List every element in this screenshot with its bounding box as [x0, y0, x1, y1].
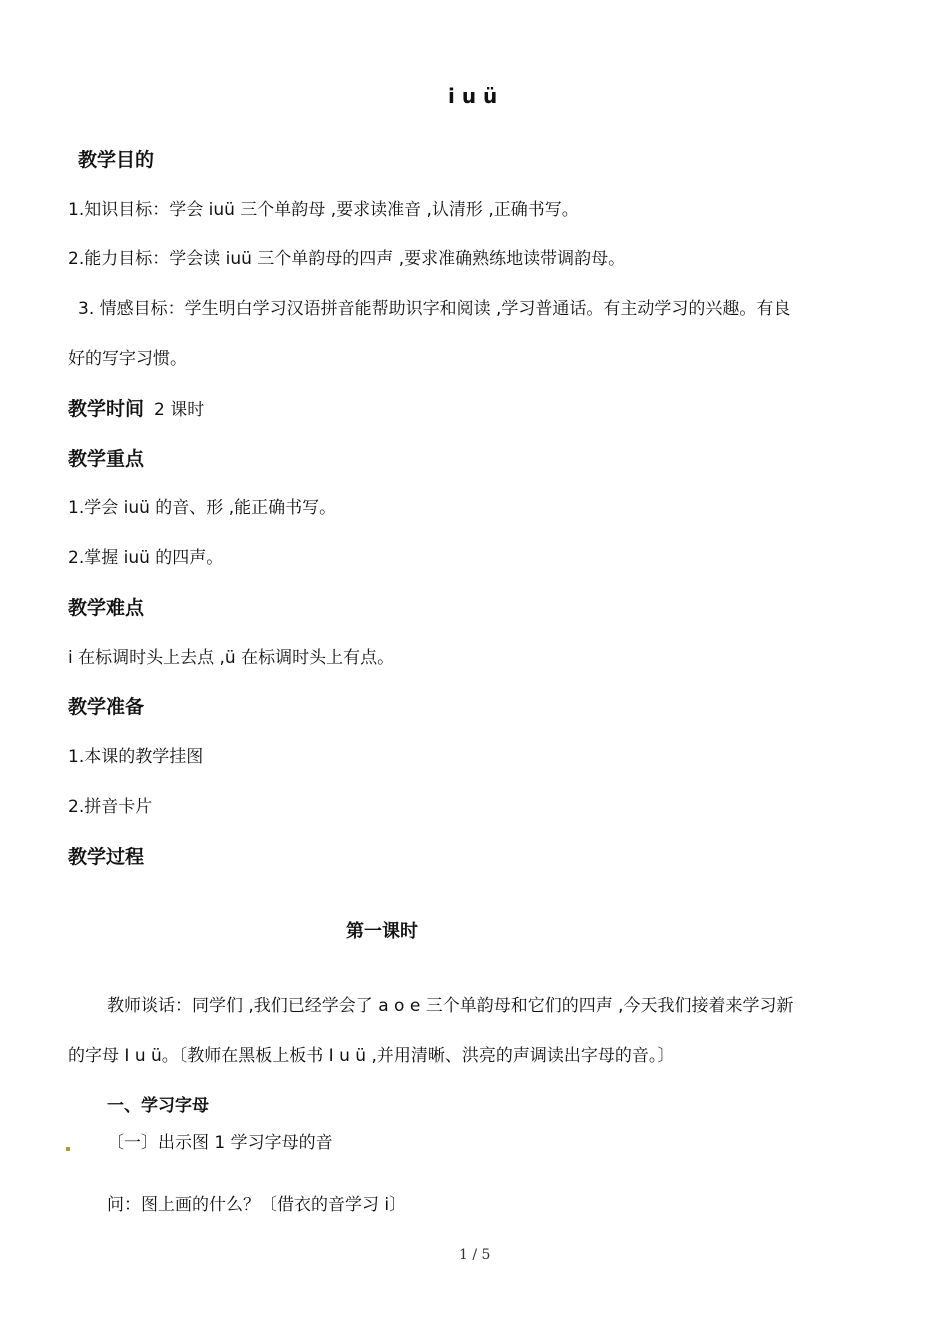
key-points-heading: 教学重点	[68, 448, 145, 470]
lesson-paragraph-line: 教师谈话：同学们 ,我们已经学会了 a o e 三个单韵母和它们的四声 ,今天我们接着来学习新	[107, 996, 794, 1016]
time-heading-label: 教学时间	[68, 398, 145, 420]
key-point-item: 2.掌握 iuü 的四声。	[68, 548, 224, 568]
page-number: 1 / 5	[459, 1247, 491, 1263]
time-value: 2 课时	[154, 400, 205, 420]
document-title: i u ü	[448, 84, 498, 108]
objectives-heading: 教学目的	[78, 149, 155, 171]
objective-item: 3. 情感目标：学生明白学习汉语拼音能帮助识字和阅读 ,学习普通话。有主动学习的兴趣。有良	[78, 299, 791, 319]
preparation-item: 2.拼音卡片	[68, 797, 153, 817]
time-heading	[68, 397, 204, 422]
objective-item: 2.能力目标：学会读 iuü 三个单韵母的四声 ,要求准确熟练地读带调韵母。	[68, 249, 626, 269]
lesson-question: 问：图上画的什么？〔借衣的音学习 i〕	[107, 1195, 407, 1215]
preparation-heading: 教学准备	[68, 696, 145, 718]
difficulties-heading: 教学难点	[68, 597, 145, 619]
difficulty-item: i 在标调时头上去点 ,ü 在标调时头上有点。	[68, 648, 395, 668]
lesson-paragraph-line: 的字母 I u ü。〔教师在黑板上板书 I u ü ,并用清晰、洪亮的声调读出字母的音。〕	[68, 1046, 675, 1066]
process-heading: 教学过程	[68, 846, 145, 868]
lesson-step: 〔一〕出示图 1 学习字母的音	[107, 1133, 333, 1153]
learn-letters-subheading: 一、学习字母	[107, 1096, 209, 1116]
lesson-one-heading: 第一课时	[346, 921, 418, 942]
preparation-item: 1.本课的教学挂图	[68, 747, 204, 767]
objective-item: 好的写字习惯。	[68, 349, 187, 369]
key-point-item: 1.学会 iuü 的音、形 ,能正确书写。	[68, 498, 337, 518]
objective-item: 1.知识目标：学会 iuü 三个单韵母 ,要求读准音 ,认清形 ,正确书写。	[68, 200, 579, 220]
margin-mark	[66, 1147, 70, 1151]
